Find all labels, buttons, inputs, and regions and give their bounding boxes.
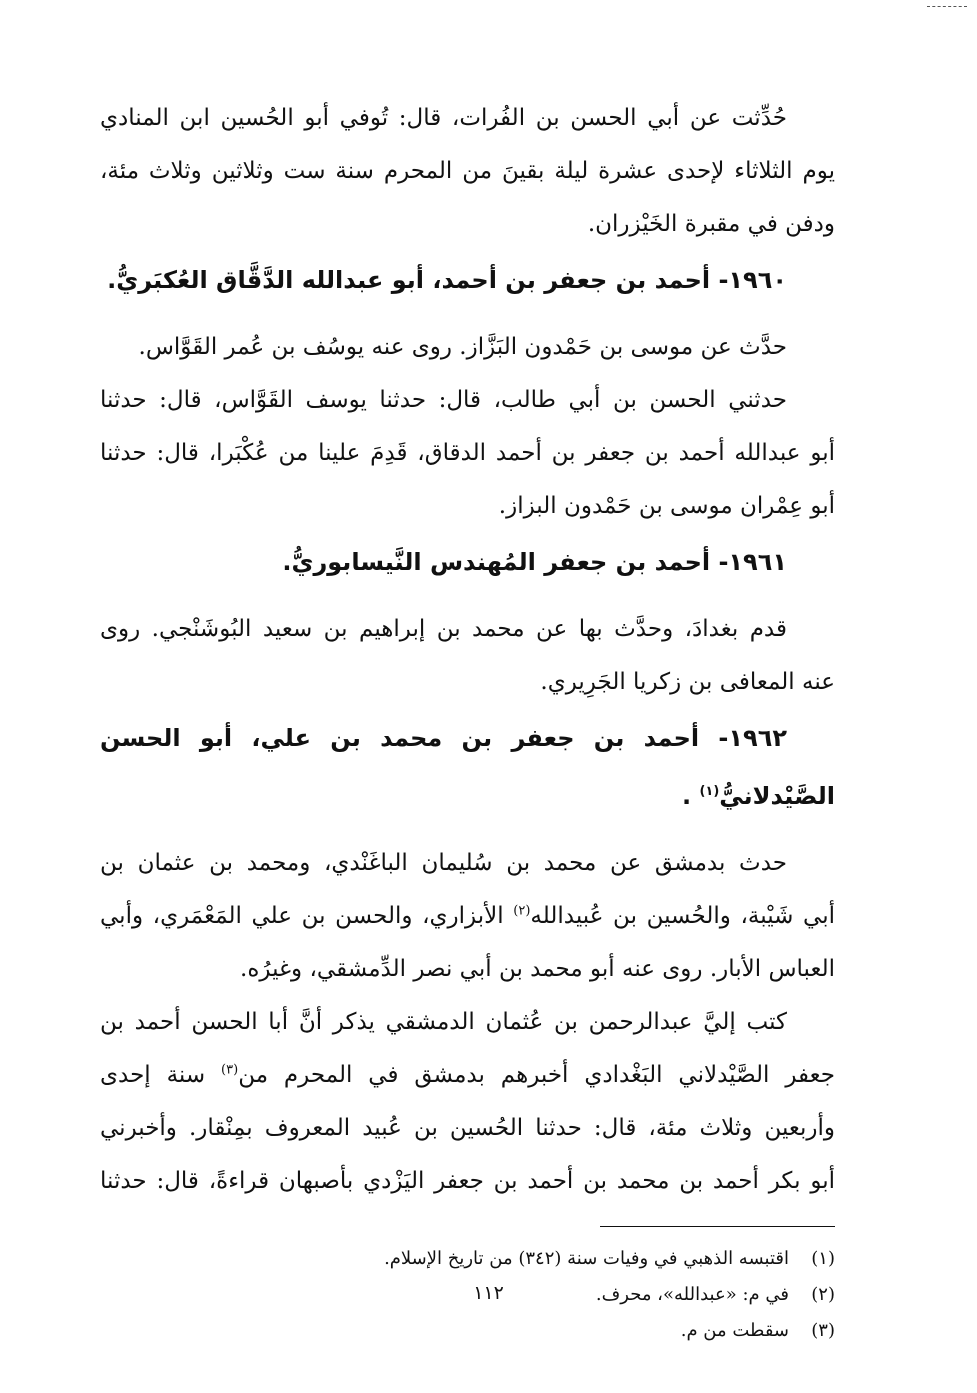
continued-paragraph: [100, 92, 835, 251]
text-line: كتب إليَّ عبدالرحمن بن عُثمان الدمشقي يذكر أنَّ أبا الحسن أحمد بن: [100, 1009, 787, 1035]
text-line: حدثني الحسن بن أبي طالب، قال: حدثنا يوسف القَوَّاس، قال: حدثنا: [100, 387, 787, 413]
entry-heading-continued: [100, 767, 835, 825]
footnote-number: (٣): [811, 1320, 835, 1341]
text-line: أبو بكر أحمد بن محمد بن أحمد بن جعفر اليَزْدي بأصبهان قراءةً، قال: حدثنا: [100, 1168, 835, 1194]
text-line: [100, 1049, 835, 1102]
text-line: حُدِّثت عن أبي الحسن بن الفُرات، قال: تُوفي أبو الحُسين ابن المنادي: [100, 105, 787, 131]
text-line: يوم الثلاثاء لإحدى عشرة ليلة بقينَ من المحرم سنة ست وثلاثين وثلاث مئة،: [100, 158, 835, 184]
footnote-ref-1: (١): [699, 784, 720, 799]
entry-1960: [100, 251, 835, 533]
entry-1961: [100, 533, 835, 709]
footnote-separator: [600, 1226, 835, 1227]
entry-heading: ١٩٦٢- أحمد بن جعفر بن محمد بن علي، أبو الحسن: [100, 724, 787, 752]
entry-1962: [100, 709, 835, 1208]
text-segment: الأبزاري، والحسن بن علي المَعْمَري، وأبي: [100, 903, 514, 929]
corner-dash-mark: [927, 6, 967, 7]
text-line: ودفن في مقبرة الخَيْزران.: [587, 211, 835, 237]
text-line: أبو عِمْران موسى بن حَمْدون البزاز.: [498, 493, 835, 519]
footnote-ref-3: (٣): [221, 1062, 239, 1078]
text-line: العباس الأبار. روى عنه أبو محمد بن أبي نصر الدِّمشقي، وغيرُه.: [240, 956, 835, 982]
footnote-number: (١): [811, 1248, 835, 1269]
text-line: وأربعين وثلاث مئة، قال: حدثنا الحُسين بن عُبيد المعروف بمِنْقار. وأخبرني: [100, 1115, 835, 1141]
heading-end: .: [681, 782, 700, 810]
text-segment: سنة إحدى: [100, 1062, 222, 1088]
text-segment: أبي شَيْبة، والحُسين بن عُبيدالله: [530, 903, 835, 929]
footnote-ref-2: (٢): [513, 903, 531, 919]
footnote-text: اقتبسه الذهبي في وفيات سنة (٣٤٢) من تاريخ الإسلام.: [384, 1248, 789, 1269]
footnote-item: [100, 1241, 835, 1277]
book-page: [100, 92, 835, 1349]
footnote-text: في م: «عبدالله»، محرف.: [595, 1284, 789, 1305]
text-line: قدم بغدادَ، وحدَّث بها عن محمد بن إبراهيم بن سعيد البُوشَنْجي. روى: [100, 616, 787, 642]
footnote-item: [100, 1313, 835, 1349]
text-line: حدث بدمشق عن محمد بن سُليمان الباغَنْدي، ومحمد بن عثمان بن: [100, 850, 787, 876]
text-line: حدَّث عن موسى بن حَمْدون البَزَّاز. روى عنه يوسُف بن عُمر القَوَّاس.: [138, 334, 787, 360]
text-line: [100, 890, 835, 943]
heading-name: الصَّيْدلانيُّ: [719, 782, 835, 810]
footnote-text: سقطت من م.: [680, 1320, 789, 1341]
entry-heading: ١٩٦١- أحمد بن جعفر المُهندس النَّيسابوريُّ.: [282, 548, 787, 576]
text-line: أبو عبدالله أحمد بن جعفر بن أحمد الدقاق، قَدِمَ علينا من عُكْبَرا، قال: حدثنا: [100, 440, 835, 466]
entry-heading: ١٩٦٠- أحمد بن جعفر بن أحمد، أبو عبدالله الدَّقَّاق العُكبَريُّ.: [107, 266, 787, 294]
text-line: عنه المعافى بن زكريا الجَرِيري.: [540, 669, 835, 695]
page-number: ١١٢: [473, 1282, 504, 1304]
text-segment: جعفر الصَّيْدلاني البَغْدادي أخبرهم بدمشق في المحرم من: [238, 1062, 835, 1088]
footnote-number: (٢): [811, 1284, 835, 1305]
